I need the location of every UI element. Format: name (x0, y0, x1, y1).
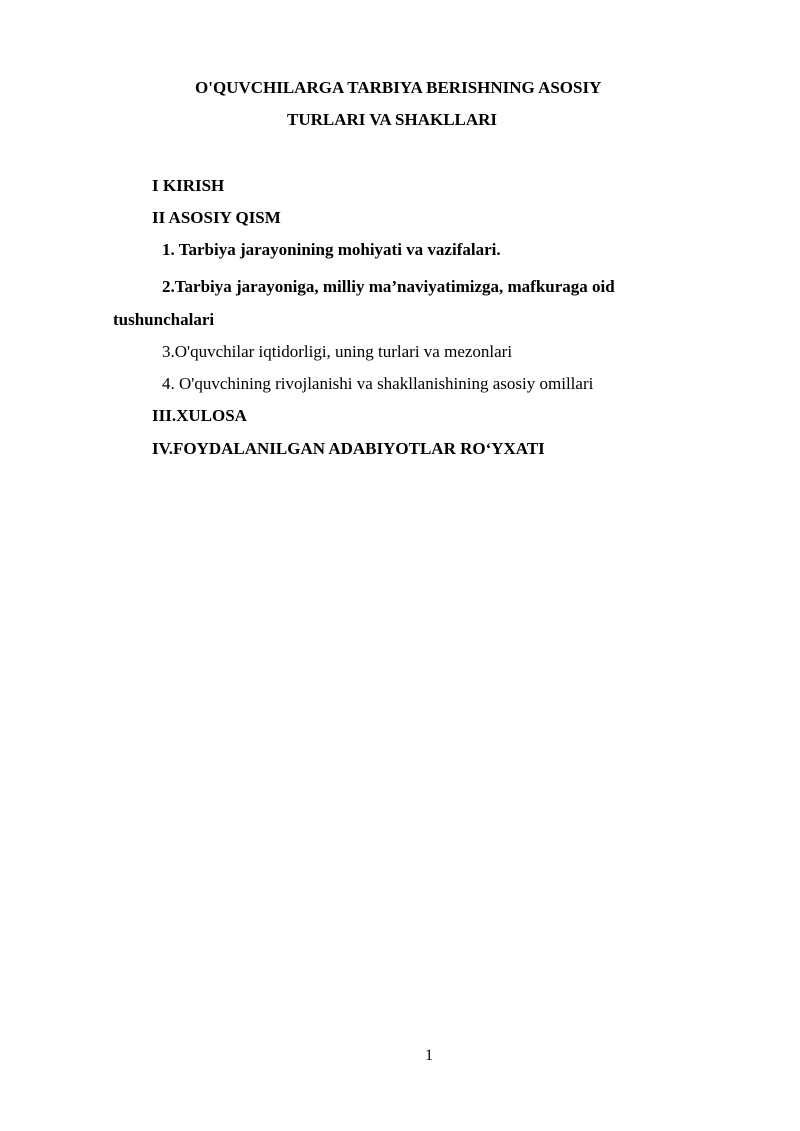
document-title-line-1: O'QUVCHILARGA TARBIYA BERISHNING ASOSIY (195, 78, 602, 97)
page-number: 1 (425, 1047, 433, 1064)
document-title-line-2: TURLARI VA SHAKLLARI (287, 110, 498, 129)
toc-subitem-2-line-2: tushunchalari (113, 310, 215, 329)
toc-subitem-3: 3.O'quvchilar iqtidorligi, uning turlari va mezonlari (162, 342, 513, 361)
toc-item-main-part: II ASOSIY QISM (152, 208, 281, 227)
toc-subitem-2-line-1: 2.Tarbiya jarayoniga, milliy ma’naviyatimizga, mafkuraga oid (162, 277, 615, 296)
toc-item-references: IV.FOYDALANILGAN ADABIYOTLAR RO‘YXATI (152, 439, 545, 458)
toc-subitem-1: 1. Tarbiya jarayonining mohiyati va vazifalari. (162, 240, 501, 259)
toc-item-conclusion: III.XULOSA (152, 406, 247, 425)
toc-item-introduction: I KIRISH (152, 176, 225, 195)
toc-subitem-4: 4. O'quvchining rivojlanishi va shakllanishining asosiy omillari (162, 374, 594, 393)
